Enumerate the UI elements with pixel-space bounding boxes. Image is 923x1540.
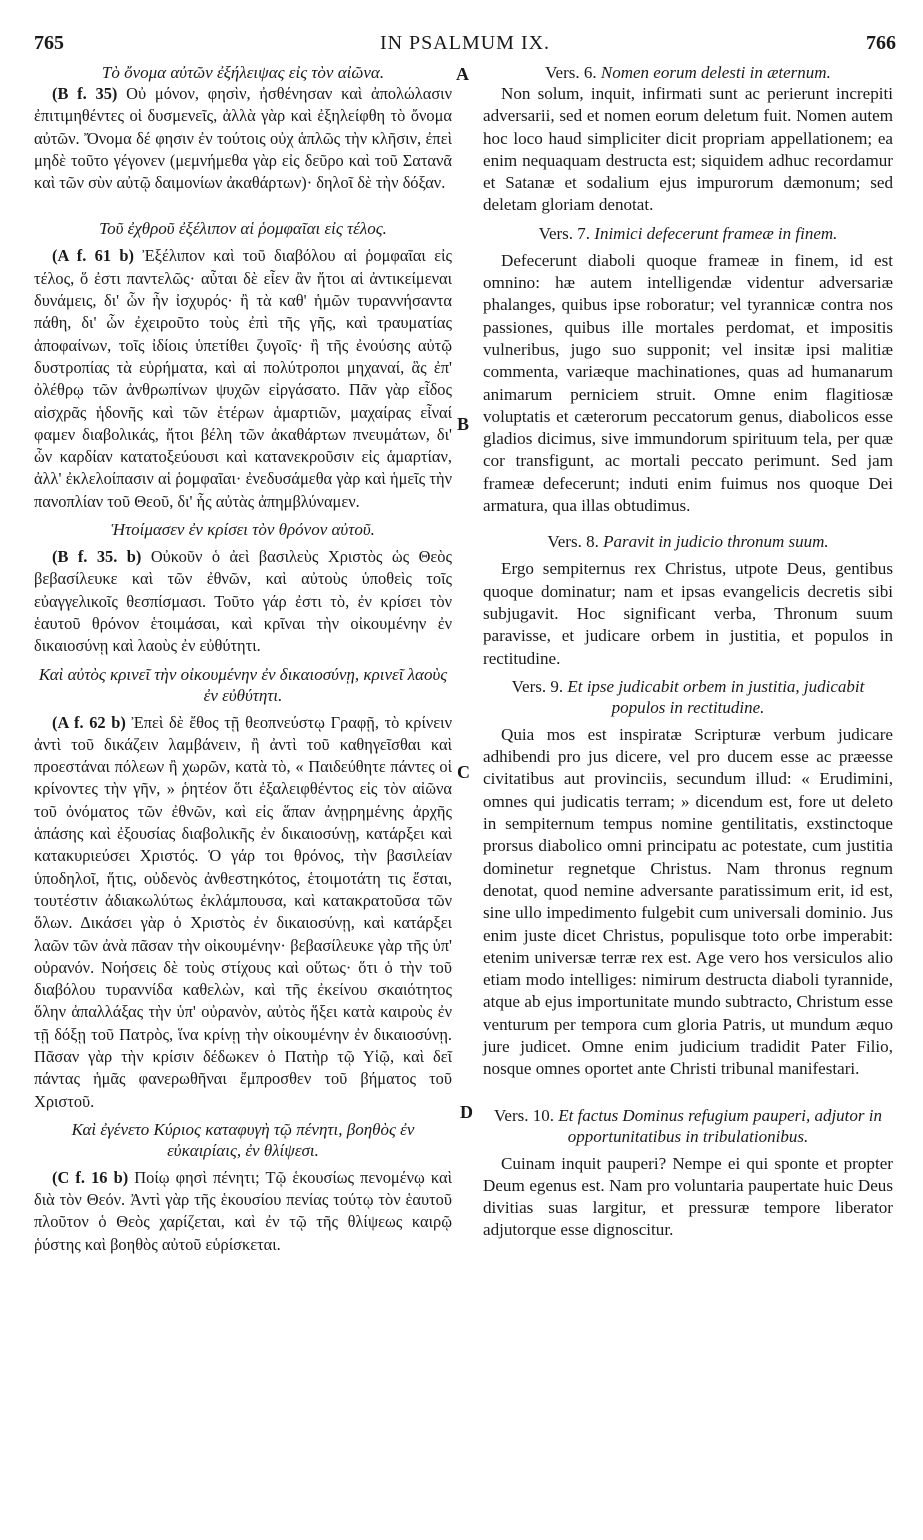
verse-text: Paravit in judicio thronum suum. <box>603 532 829 552</box>
greek-commentary <box>34 546 452 657</box>
greek-commentary <box>34 712 452 1113</box>
latin-commentary: Non solum, inquit, infirmati sunt ac perierunt increpiti adversarii, sed et nomen eorum deletum fuit. Nomen autem hoc loco haud simpliciter dicit propriam appellationem; ea enim nequaquam destructa est; siquidem adhuc recordamur et Satanæ et sodalium ejus impurorum dæmonum; sed deletam gloriam denotat. <box>483 84 893 215</box>
latin-commentary: Quia mos est inspiratæ Scripturæ verbum judicare adhibendi pro jus dicere, vel pro ducem esse ac præesse civitatibus aut provinciis, secundum illud: « Erudimini, omnes qui judicatis terram; » dicendum est, fore ut deleto in sempiternum tempus nomine gentilitatis, exstinctoque prorsus diabolico omni principatu ac potestate, cum justitia dominetur regnetque Christus. Nam thronus regnum denotat, quod nemine adversante paratissimum erit, id est, sine ullo impedimento fulgebit cum universali dominio. Jus enim juste dicet Christus, populisque toto orbe imperabit: etenim universæ terræ rex est. Age vero hos versiculos alio etiam modo intelliges: nimirum destructa diaboli tyrannide, atque ab ejus importunitate mundo subtracto, Christum esse venturum per tempora cum gloria Patris, ut mundum æquo jure judicet. Omne enim judicium tradidit Pater Filio, nosque omnes oportet ante Christi tribunal manifestari. <box>483 724 893 1079</box>
greek-verse-heading: Τοῦ ἐχθροῦ ἐξέλιπον αἱ ῥομφαῖαι εἰς τέλος. <box>99 219 387 239</box>
page-number-right: 766 <box>866 32 896 54</box>
verse-text: Nomen eorum delesti in æternum. <box>600 63 831 82</box>
latin-verse-heading <box>483 62 893 83</box>
greek-commentary <box>34 245 452 513</box>
greek-section-verse-7 <box>34 218 452 513</box>
section-marker-b: B <box>457 414 470 434</box>
greek-verse-heading: Καὶ ἐγένετο Κύριος καταφυγὴ τῷ πένητι, βοηθὸς ἐν εὐκαιρίαις, ἐν θλίψεσι. <box>71 1119 415 1160</box>
greek-commentary <box>34 1167 452 1256</box>
running-header <box>34 32 896 56</box>
verse-number: Vers. 9. <box>511 676 564 696</box>
verse-number: Vers. 8. <box>547 532 599 552</box>
section-marker-d: D <box>460 1102 473 1122</box>
greek-verse-heading: Τὸ ὄνομα αὐτῶν ἐξήλειψας εἰς τὸν αἰῶνα. <box>101 63 385 82</box>
latin-section-verse-6 <box>483 62 893 217</box>
verse-text: Inimici defecerunt frameæ in finem. <box>594 223 838 243</box>
manuscript-reference: (A f. 62 b) <box>52 712 126 732</box>
greek-commentary-text: Ἐξέλιπον καὶ τοῦ διαβόλου αἱ ῥομφαῖαι εἰς τέλος, ὅ ἐστι παντελῶς· αὗται δὲ εἶεν ἂν ἤτοι αἱ ἀντικείμεναι δυνάμεις, δι' ὧν ἦν ἰσχυρός· ἢ τὰ καθ' ἡμῶν τυραννήσαντα πάθη, δι' ὧν ἐχειροῦτο τοὺς ἐπὶ τῆς γῆς, καὶ τραυματίας ἀποφαίνων, τοῖς ἰδίοις ὑπετίθει ζυγοῖς· ἢ τῆς ἐνούσης αὐτῷ δυστροπίας τὰ εὑρήματα, καὶ αἱ πολύτροποι μηχαναί, ἃς ἐπ' ὀλέθρῳ τῶν ἀνθρωπίνων ψυχῶν εἰργάσατο. Πᾶν γὰρ εἶδος αἰσχρᾶς ἡδονῆς καὶ τῶν ἑτέρων ἁμαρτιῶν, μαχαίρας εἶναί φαμεν διαβολικάς, ἤτοι βέλη τῶν ἀκαθάρτων πνευμάτων, δι' ὧν καρδίαν κατατοξεύουσι καὶ κατανεκροῦσιν εἰς ἁμαρτίαν, ἀλλ' ἐκλελοίπασιν αἱ ῥομφαῖαι· ἐνεδυσάμεθα γὰρ καὶ ἡμεῖς τὴν πανοπλίαν τοῦ Θεοῦ, δι' ἧς αὐτὰς ἀπημβλύναμεν. <box>34 246 452 511</box>
latin-commentary: Cuinam inquit pauperi? Nempe ei qui sponte et propter Deum egenus est. Nam pro voluntaria paupertate huic Deus divitias suas largitur, et pressuræ tempore liberator adjutorque esse dignoscitur. <box>483 1153 893 1240</box>
latin-section-verse-9 <box>483 676 893 1081</box>
section-marker-a: A <box>456 64 469 84</box>
verse-text: Et ipse judicabit orbem in justitia, judicabit populos in rectitudine. <box>567 676 865 717</box>
manuscript-reference: (B f. 35) <box>52 84 118 103</box>
verse-number: Vers. 7. <box>538 223 591 243</box>
greek-commentary-text: Οὐκοῦν ὁ ἀεὶ βασιλεὺς Χριστὸς ὡς Θεὸς βεβασίλευκε καὶ τῶν ἐθνῶν, καὶ αὐτοὺς ὑποθεὶς τοῖς εὐαγγελικοῖς θεσπίσμασι. Τοῦτο γάρ ἐστι τὸ, ἐν κρίσει τὸν ἑαυτοῦ θρόνον ἑτοιμάσαι, καὶ κρῖναι τὴν οἰκουμένην ἐν δικαιοσύνῃ καὶ λαοὺς ἐν εὐθύτητι. <box>34 547 452 656</box>
latin-section-verse-8 <box>483 531 893 669</box>
verse-number: Vers. 10. <box>494 1105 554 1125</box>
latin-verse-heading <box>483 223 893 244</box>
greek-commentary-text: Οὐ μόνον, φησὶν, ἠσθένησαν καὶ ἀπολώλασιν ἐπιτιμηθέντες οἱ δυσμενεῖς, ἀλλὰ γὰρ καὶ ἐξηλείφθη τὸ ὄνομα αὐτῶν. Ὄνομα δέ φησιν ἐν τούτοις οὐχ ἁπλῶς τὴν κλῆσιν, ἐπεὶ μηδὲ τοῦτο γέγονεν (μεμνήμεθα γὰρ εἰς δεῦρο καὶ τοῦ Σατανᾶ καὶ τῶν σὺν αὐτῷ δαιμονίων ἀκαθάρτων)· δηλοῖ δὲ τὴν δόξαν. <box>34 84 452 193</box>
greek-section-verse-9 <box>34 664 452 1113</box>
greek-section-verse-6 <box>34 62 452 194</box>
latin-section-verse-10 <box>483 1105 893 1242</box>
manuscript-reference: (B f. 35. b) <box>52 547 142 567</box>
greek-verse-heading: Καὶ αὐτὸς κρινεῖ τὴν οἰκουμένην ἐν δικαιοσύνῃ, κρινεῖ λαοὺς ἐν εὐθύτητι. <box>38 664 448 705</box>
greek-column <box>34 62 452 1256</box>
greek-section-verse-10 <box>34 1119 452 1256</box>
latin-section-verse-7 <box>483 223 893 518</box>
page-number-left: 765 <box>34 32 64 54</box>
section-marker-c: C <box>457 762 470 782</box>
latin-verse-heading <box>483 1105 893 1147</box>
greek-commentary <box>34 83 452 194</box>
running-title: IN PSALMUM IX. <box>379 32 551 54</box>
manuscript-reference: (C f. 16 b) <box>52 1167 129 1187</box>
verse-number: Vers. 6. <box>545 63 597 82</box>
latin-verse-heading <box>483 676 893 718</box>
verse-text: Et factus Dominus refugium pauperi, adjutor in opportunitatibus in tribulationibus. <box>558 1105 882 1146</box>
greek-section-verse-8 <box>34 519 452 657</box>
latin-commentary: Ergo sempiternus rex Christus, utpote Deus, gentibus quoque dominatur; nam et ipsas evangelicis decretis sibi subjugavit. Hoc significant verba, Thronum suum paravisse, et judicare orbem in justitia, et populos in rectitudine. <box>483 559 893 668</box>
latin-commentary: Defecerunt diaboli quoque frameæ in finem, id est omnino: hæ autem intelligendæ videntur adversariæ phalanges, quibus ipse roboratur; vel tyrannicæ contra nos passiones, quibus ille mortales perdomat, et impositis vulneribus, jugo suo supponit; vel insitæ ipsi malitiæ commenta, variæque machinationes, quas ad humanarum animarum perniciem struit. Omne enim flagitiosæ voluptatis et cæterorum peccatorum genus, diabolicos esse gladios dicimus, sive immundorum spirituum tela, per quæ cor transfigunt, ac mortali peccato perimunt. Sed jam frameæ defecerunt; induti enim fuimus nos quoque Dei armatura, qua illas obtudimus. <box>483 250 893 516</box>
greek-commentary-text: Ποίῳ φησὶ πένητι; Τῷ ἑκουσίως πενομένῳ καὶ διὰ τὸν Θεόν. Ἀντὶ γὰρ τῆς ἑκουσίου πενίας τούτῳ τὸν ἑαυτοῦ πλοῦτον ὁ Θεὸς χαρίζεται, καὶ ἐν τῷ τῆς θλίψεως καιρῷ ῥύστης καὶ βοηθὸς αὐτοῦ εὑρίσκεται. <box>34 1167 453 1254</box>
manuscript-reference: (A f. 61 b) <box>52 246 135 266</box>
latin-verse-heading <box>483 531 893 552</box>
latin-column <box>483 62 893 1242</box>
greek-verse-heading: Ἡτοίμασεν ἐν κρίσει τὸν θρόνον αὐτοῦ. <box>111 520 375 540</box>
greek-commentary-text: Ἐπεὶ δὲ ἔθος τῇ θεοπνεύστῳ Γραφῇ, τὸ κρίνειν ἀντὶ τοῦ δικάζειν λαμβάνειν, ἢ ἀντὶ τοῦ καθηγεῖσθαι καὶ προεστάναι πόλεων ἢ χωρῶν, κατὰ τὸ, « Παιδεύθητε πάντες οἱ κρίνοντες τὴν γῆν, » ῥητέον ὅτι ἐξαλειφθέντος εἰς τὸν αἰῶνα τοῦ ὀνόματος τῶν ἐθνῶν, καὶ εἰς ἅπαν ἀνῃρημένης ἀρχῆς ἁπάσης καὶ ἐξουσίας διαβολικῆς ἐν δικαιοσύνῃ, κατάρξει καὶ κατακυριεύσει Χριστός. Ὁ γάρ τοι θρόνος, τὴν βασιλείαν ὑποδηλοῖ, ἥτις, οὐδενὸς ἀνθεστηκότος, ἑτοιμοτάτη τις ἔσται, τουτέστιν ἀδιακωλύτως ἐκλάμπουσα, καὶ κατακρατοῦσα τῶν ὅλων. Δικάσει γὰρ ὁ Χριστὸς ἐν δικαιοσύνῃ, καὶ κατάρξει λαῶν τῶν ἀνὰ πᾶσαν τὴν οἰκουμένην· βεβασίλευκε γὰρ τῆς ὑπ' οὐρανόν. Νοήσεις δὲ τοὺς στίχους καὶ οὕτως· ὅτι ὁ τὴν τοῦ διαβόλου τυραννίδα καθελὼν, καὶ τῆς ἐκείνου σκαιότητος ὅλην ἀπαλλάξας τὴν ὑπ' οὐρανὸν, αὐτὸς ἥξει κατὰ καιροὺς ἐν τῇ δόξῃ τοῦ Πατρὸς, ἵνα κρίνῃ τὴν οἰκουμένην ἐν δικαιοσύνῃ. Πᾶσαν γὰρ τὴν κρίσιν δέδωκεν ὁ Πατὴρ τῷ Υἱῷ, καὶ δεῖ πάντας ἡμᾶς φανερωθῆναι ἔμπροσθεν τοῦ βήματος τοῦ Χριστοῦ. <box>34 712 452 1111</box>
